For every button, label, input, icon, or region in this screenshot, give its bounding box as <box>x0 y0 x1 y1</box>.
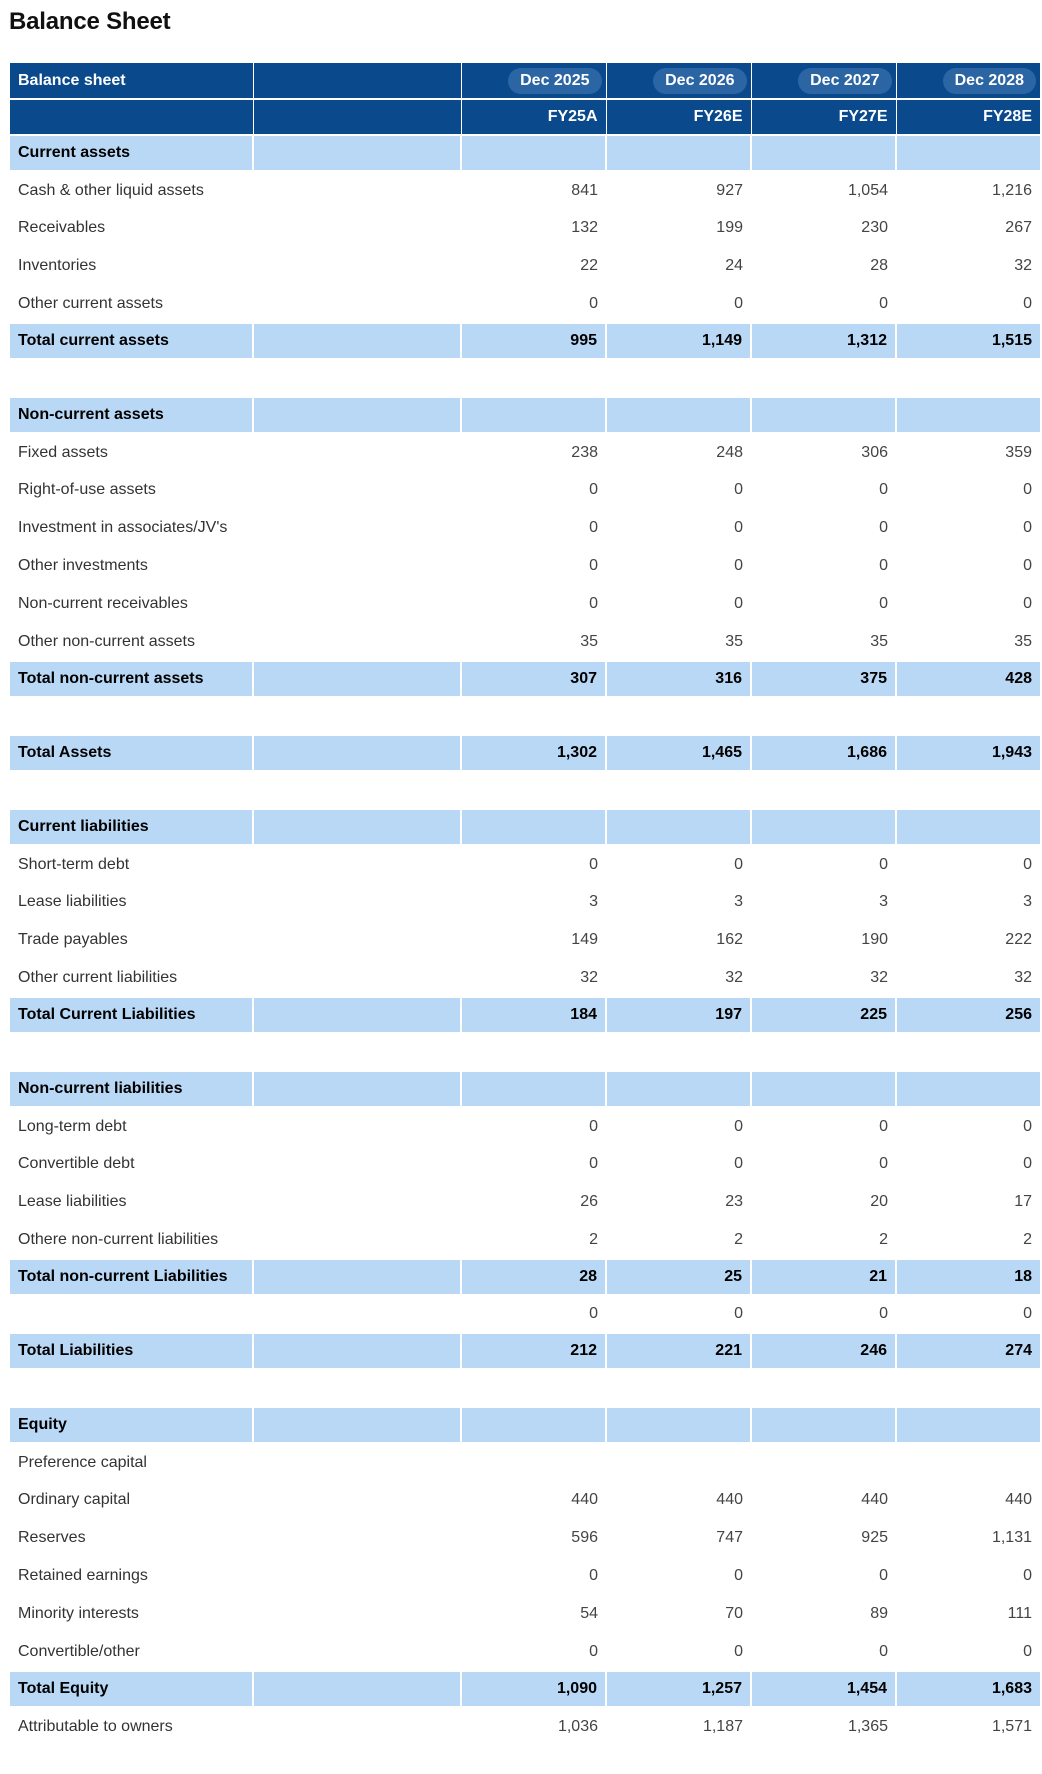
value-cell: 212 <box>461 1333 606 1369</box>
value-cell: 1,090 <box>461 1671 606 1707</box>
gap-cell <box>253 1221 461 1259</box>
section-header-row <box>10 1407 1040 1443</box>
header-row-fiscal <box>10 99 1040 135</box>
gap-cell <box>253 1481 461 1519</box>
balance-sheet-table <box>10 63 1040 1745</box>
value-cell: 111 <box>896 1595 1040 1633</box>
value-cell: 1,465 <box>606 735 751 771</box>
value-cell: 32 <box>896 959 1040 997</box>
table-row <box>10 845 1040 883</box>
value-cell: 0 <box>606 845 751 883</box>
value-cell <box>606 1407 751 1443</box>
date-pill: Dec 2026 <box>653 68 746 94</box>
gap-cell <box>253 509 461 547</box>
value-cell <box>461 397 606 433</box>
table-row <box>10 1221 1040 1259</box>
section-header-row <box>10 1071 1040 1107</box>
value-cell: 375 <box>751 661 896 697</box>
gap-cell <box>253 921 461 959</box>
table-row <box>10 247 1040 285</box>
row-label <box>10 1295 253 1333</box>
value-cell: 35 <box>461 623 606 661</box>
value-cell: 1,686 <box>751 735 896 771</box>
value-cell: 1,365 <box>751 1707 896 1745</box>
gap-cell <box>253 171 461 209</box>
value-cell: 32 <box>461 959 606 997</box>
value-cell: 1,302 <box>461 735 606 771</box>
table-row <box>10 1707 1040 1745</box>
table-row <box>10 1443 1040 1481</box>
value-cell: 20 <box>751 1183 896 1221</box>
value-cell: 0 <box>751 1633 896 1671</box>
value-cell: 17 <box>896 1183 1040 1221</box>
gap-cell <box>253 323 461 359</box>
gap-cell <box>253 959 461 997</box>
gap-cell <box>253 135 461 171</box>
row-label: Other non-current assets <box>10 623 253 661</box>
value-cell: 1,131 <box>896 1519 1040 1557</box>
value-cell: 0 <box>461 471 606 509</box>
value-cell: 0 <box>606 547 751 585</box>
value-cell: 0 <box>896 547 1040 585</box>
value-cell: 0 <box>461 547 606 585</box>
spacer-row <box>10 771 1040 809</box>
value-cell <box>896 1407 1040 1443</box>
row-label: Othere non-current liabilities <box>10 1221 253 1259</box>
value-cell: 222 <box>896 921 1040 959</box>
row-label: Lease liabilities <box>10 1183 253 1221</box>
value-cell: 28 <box>751 247 896 285</box>
gap-cell <box>253 1671 461 1707</box>
total-row <box>10 661 1040 697</box>
gap-cell <box>253 1595 461 1633</box>
row-label: Total non-current Liabilities <box>10 1259 253 1295</box>
value-cell: 21 <box>751 1259 896 1295</box>
value-cell: 3 <box>606 883 751 921</box>
table-row <box>10 959 1040 997</box>
header-date-cell <box>461 63 606 99</box>
value-cell <box>606 1443 751 1481</box>
gap-cell <box>253 397 461 433</box>
value-cell <box>606 1071 751 1107</box>
table-row <box>10 1481 1040 1519</box>
value-cell: 162 <box>606 921 751 959</box>
row-label: Convertible debt <box>10 1145 253 1183</box>
value-cell: 0 <box>896 1145 1040 1183</box>
value-cell: 359 <box>896 433 1040 471</box>
table-body <box>10 135 1040 1745</box>
header-fiscal-cell: FY26E <box>606 99 751 135</box>
value-cell: 0 <box>606 1295 751 1333</box>
value-cell <box>606 397 751 433</box>
value-cell: 0 <box>461 845 606 883</box>
value-cell <box>461 135 606 171</box>
value-cell: 0 <box>461 1557 606 1595</box>
gap-cell <box>253 1183 461 1221</box>
value-cell <box>751 1071 896 1107</box>
gap-cell <box>253 1145 461 1183</box>
table-row <box>10 1633 1040 1671</box>
value-cell: 925 <box>751 1519 896 1557</box>
row-label: Total Equity <box>10 1671 253 1707</box>
total-row <box>10 323 1040 359</box>
value-cell: 0 <box>461 285 606 323</box>
value-cell: 0 <box>606 509 751 547</box>
value-cell: 267 <box>896 209 1040 247</box>
value-cell: 2 <box>606 1221 751 1259</box>
row-label: Trade payables <box>10 921 253 959</box>
value-cell: 1,454 <box>751 1671 896 1707</box>
value-cell <box>896 809 1040 845</box>
value-cell: 0 <box>461 585 606 623</box>
value-cell: 225 <box>751 997 896 1033</box>
value-cell: 0 <box>896 1107 1040 1145</box>
spacer-cell <box>10 359 1040 397</box>
spacer-row <box>10 697 1040 735</box>
row-label: Preference capital <box>10 1443 253 1481</box>
row-label: Minority interests <box>10 1595 253 1633</box>
value-cell: 0 <box>751 585 896 623</box>
value-cell: 35 <box>606 623 751 661</box>
value-cell: 132 <box>461 209 606 247</box>
value-cell: 70 <box>606 1595 751 1633</box>
value-cell: 0 <box>606 1633 751 1671</box>
spacer-row <box>10 359 1040 397</box>
value-cell <box>896 1071 1040 1107</box>
spacer-cell <box>10 697 1040 735</box>
value-cell: 0 <box>606 1145 751 1183</box>
value-cell: 35 <box>896 623 1040 661</box>
value-cell: 197 <box>606 997 751 1033</box>
value-cell: 440 <box>606 1481 751 1519</box>
value-cell: 0 <box>896 285 1040 323</box>
gap-cell <box>253 661 461 697</box>
value-cell <box>896 397 1040 433</box>
value-cell <box>461 1407 606 1443</box>
gap-cell <box>253 1107 461 1145</box>
row-label: Non-current liabilities <box>10 1071 253 1107</box>
header-label: Balance sheet <box>10 63 253 99</box>
value-cell: 596 <box>461 1519 606 1557</box>
row-label: Attributable to owners <box>10 1707 253 1745</box>
gap-cell <box>253 997 461 1033</box>
value-cell <box>461 1071 606 1107</box>
value-cell: 25 <box>606 1259 751 1295</box>
value-cell: 3 <box>461 883 606 921</box>
value-cell: 0 <box>751 1295 896 1333</box>
value-cell: 1,683 <box>896 1671 1040 1707</box>
row-label: Cash & other liquid assets <box>10 171 253 209</box>
table-row <box>10 1183 1040 1221</box>
gap-cell <box>253 1443 461 1481</box>
table-row <box>10 285 1040 323</box>
value-cell: 248 <box>606 433 751 471</box>
gap-cell <box>253 247 461 285</box>
value-cell: 0 <box>751 547 896 585</box>
value-cell <box>461 1443 606 1481</box>
value-cell: 440 <box>896 1481 1040 1519</box>
table-row <box>10 509 1040 547</box>
header-fiscal-cell: FY28E <box>896 99 1040 135</box>
gap-cell <box>253 1633 461 1671</box>
value-cell: 0 <box>606 1557 751 1595</box>
value-cell: 440 <box>751 1481 896 1519</box>
value-cell: 0 <box>461 1145 606 1183</box>
header-date-cell <box>751 63 896 99</box>
value-cell: 0 <box>751 1557 896 1595</box>
value-cell: 0 <box>751 285 896 323</box>
value-cell: 316 <box>606 661 751 697</box>
section-header-row <box>10 397 1040 433</box>
gap-cell <box>253 809 461 845</box>
page-title: Balance Sheet <box>9 8 171 35</box>
value-cell: 274 <box>896 1333 1040 1369</box>
gap-cell <box>253 585 461 623</box>
value-cell: 1,943 <box>896 735 1040 771</box>
gap-cell <box>253 1557 461 1595</box>
value-cell: 0 <box>751 845 896 883</box>
value-cell: 221 <box>606 1333 751 1369</box>
row-label: Reserves <box>10 1519 253 1557</box>
value-cell: 24 <box>606 247 751 285</box>
row-label: Total current assets <box>10 323 253 359</box>
gap-cell <box>253 883 461 921</box>
value-cell: 2 <box>896 1221 1040 1259</box>
value-cell: 230 <box>751 209 896 247</box>
value-cell: 2 <box>751 1221 896 1259</box>
gap-cell <box>253 547 461 585</box>
value-cell: 2 <box>461 1221 606 1259</box>
value-cell: 307 <box>461 661 606 697</box>
row-label: Non-current assets <box>10 397 253 433</box>
value-cell: 18 <box>896 1259 1040 1295</box>
row-label: Ordinary capital <box>10 1481 253 1519</box>
gap-cell <box>253 845 461 883</box>
value-cell: 35 <box>751 623 896 661</box>
row-label: Fixed assets <box>10 433 253 471</box>
header-date-cell <box>896 63 1040 99</box>
row-label: Non-current receivables <box>10 585 253 623</box>
value-cell: 28 <box>461 1259 606 1295</box>
value-cell: 306 <box>751 433 896 471</box>
value-cell: 1,187 <box>606 1707 751 1745</box>
value-cell: 841 <box>461 171 606 209</box>
row-label: Retained earnings <box>10 1557 253 1595</box>
value-cell: 26 <box>461 1183 606 1221</box>
value-cell: 0 <box>896 585 1040 623</box>
value-cell: 238 <box>461 433 606 471</box>
value-cell <box>606 809 751 845</box>
value-cell: 184 <box>461 997 606 1033</box>
value-cell: 1,515 <box>896 323 1040 359</box>
header-date-cell <box>606 63 751 99</box>
gap-cell <box>253 1071 461 1107</box>
value-cell: 0 <box>896 845 1040 883</box>
value-cell: 0 <box>896 1295 1040 1333</box>
table-row <box>10 1557 1040 1595</box>
table-row <box>10 1107 1040 1145</box>
gap-cell <box>253 623 461 661</box>
value-cell: 190 <box>751 921 896 959</box>
value-cell: 246 <box>751 1333 896 1369</box>
gap-cell <box>253 433 461 471</box>
row-label: Investment in associates/JV's <box>10 509 253 547</box>
value-cell: 927 <box>606 171 751 209</box>
value-cell: 0 <box>606 1107 751 1145</box>
value-cell: 32 <box>606 959 751 997</box>
row-label: Convertible/other <box>10 1633 253 1671</box>
date-pill: Dec 2027 <box>798 68 891 94</box>
value-cell: 747 <box>606 1519 751 1557</box>
total-row <box>10 1333 1040 1369</box>
row-label: Lease liabilities <box>10 883 253 921</box>
value-cell: 1,149 <box>606 323 751 359</box>
spacer-cell <box>10 1033 1040 1071</box>
value-cell: 0 <box>461 1295 606 1333</box>
section-header-row <box>10 135 1040 171</box>
table-row <box>10 171 1040 209</box>
value-cell <box>461 809 606 845</box>
gap-cell <box>253 1407 461 1443</box>
row-label: Other current assets <box>10 285 253 323</box>
value-cell: 89 <box>751 1595 896 1633</box>
table-row <box>10 209 1040 247</box>
value-cell <box>751 397 896 433</box>
row-label: Current assets <box>10 135 253 171</box>
value-cell: 0 <box>461 1107 606 1145</box>
table-row <box>10 1295 1040 1333</box>
total-row <box>10 997 1040 1033</box>
row-label: Total Assets <box>10 735 253 771</box>
value-cell: 995 <box>461 323 606 359</box>
row-label: Total Liabilities <box>10 1333 253 1369</box>
total-row <box>10 735 1040 771</box>
spacer-row <box>10 1369 1040 1407</box>
value-cell: 1,571 <box>896 1707 1040 1745</box>
value-cell: 22 <box>461 247 606 285</box>
row-label: Total Current Liabilities <box>10 997 253 1033</box>
row-label: Inventories <box>10 247 253 285</box>
value-cell: 32 <box>896 247 1040 285</box>
value-cell: 0 <box>896 471 1040 509</box>
header-gap-cell <box>253 63 461 99</box>
value-cell <box>751 809 896 845</box>
header-row-dates <box>10 63 1040 99</box>
gap-cell <box>253 735 461 771</box>
spacer-cell <box>10 771 1040 809</box>
value-cell: 0 <box>751 1107 896 1145</box>
value-cell: 199 <box>606 209 751 247</box>
gap-cell <box>253 1707 461 1745</box>
row-label: Other investments <box>10 547 253 585</box>
row-label: Equity <box>10 1407 253 1443</box>
value-cell <box>751 135 896 171</box>
row-label: Total non-current assets <box>10 661 253 697</box>
header-fiscal-cell: FY25A <box>461 99 606 135</box>
total-row <box>10 1671 1040 1707</box>
total-row <box>10 1259 1040 1295</box>
table-row <box>10 1595 1040 1633</box>
gap-cell <box>253 209 461 247</box>
value-cell: 1,216 <box>896 171 1040 209</box>
value-cell: 1,054 <box>751 171 896 209</box>
row-label: Long-term debt <box>10 1107 253 1145</box>
value-cell: 0 <box>461 1633 606 1671</box>
value-cell: 0 <box>461 509 606 547</box>
table-row <box>10 585 1040 623</box>
row-label: Other current liabilities <box>10 959 253 997</box>
spacer-row <box>10 1033 1040 1071</box>
value-cell: 0 <box>896 1557 1040 1595</box>
gap-cell <box>253 1519 461 1557</box>
value-cell: 54 <box>461 1595 606 1633</box>
value-cell: 0 <box>606 585 751 623</box>
date-pill: Dec 2025 <box>508 68 601 94</box>
section-header-row <box>10 809 1040 845</box>
table-row <box>10 547 1040 585</box>
table-row <box>10 433 1040 471</box>
row-label: Current liabilities <box>10 809 253 845</box>
value-cell <box>896 135 1040 171</box>
row-label: Short-term debt <box>10 845 253 883</box>
value-cell: 256 <box>896 997 1040 1033</box>
header-fiscal-cell: FY27E <box>751 99 896 135</box>
value-cell: 1,312 <box>751 323 896 359</box>
value-cell: 440 <box>461 1481 606 1519</box>
gap-cell <box>253 471 461 509</box>
value-cell: 0 <box>751 1145 896 1183</box>
table-row <box>10 883 1040 921</box>
table-row <box>10 1519 1040 1557</box>
value-cell: 1,257 <box>606 1671 751 1707</box>
table-row <box>10 623 1040 661</box>
value-cell: 0 <box>896 509 1040 547</box>
table-row <box>10 471 1040 509</box>
date-pill: Dec 2028 <box>943 68 1036 94</box>
value-cell: 0 <box>751 509 896 547</box>
value-cell: 428 <box>896 661 1040 697</box>
value-cell: 3 <box>751 883 896 921</box>
value-cell: 1,036 <box>461 1707 606 1745</box>
value-cell: 3 <box>896 883 1040 921</box>
table-row <box>10 1145 1040 1183</box>
value-cell: 32 <box>751 959 896 997</box>
header-gap-cell <box>253 99 461 135</box>
value-cell <box>606 135 751 171</box>
value-cell <box>751 1407 896 1443</box>
spacer-cell <box>10 1369 1040 1407</box>
value-cell: 0 <box>606 285 751 323</box>
value-cell: 0 <box>606 471 751 509</box>
row-label: Receivables <box>10 209 253 247</box>
table-row <box>10 921 1040 959</box>
header-empty-cell <box>10 99 253 135</box>
gap-cell <box>253 1259 461 1295</box>
value-cell <box>751 1443 896 1481</box>
row-label: Right-of-use assets <box>10 471 253 509</box>
gap-cell <box>253 285 461 323</box>
gap-cell <box>253 1295 461 1333</box>
value-cell: 149 <box>461 921 606 959</box>
gap-cell <box>253 1333 461 1369</box>
value-cell: 0 <box>896 1633 1040 1671</box>
value-cell: 23 <box>606 1183 751 1221</box>
value-cell: 0 <box>751 471 896 509</box>
value-cell <box>896 1443 1040 1481</box>
